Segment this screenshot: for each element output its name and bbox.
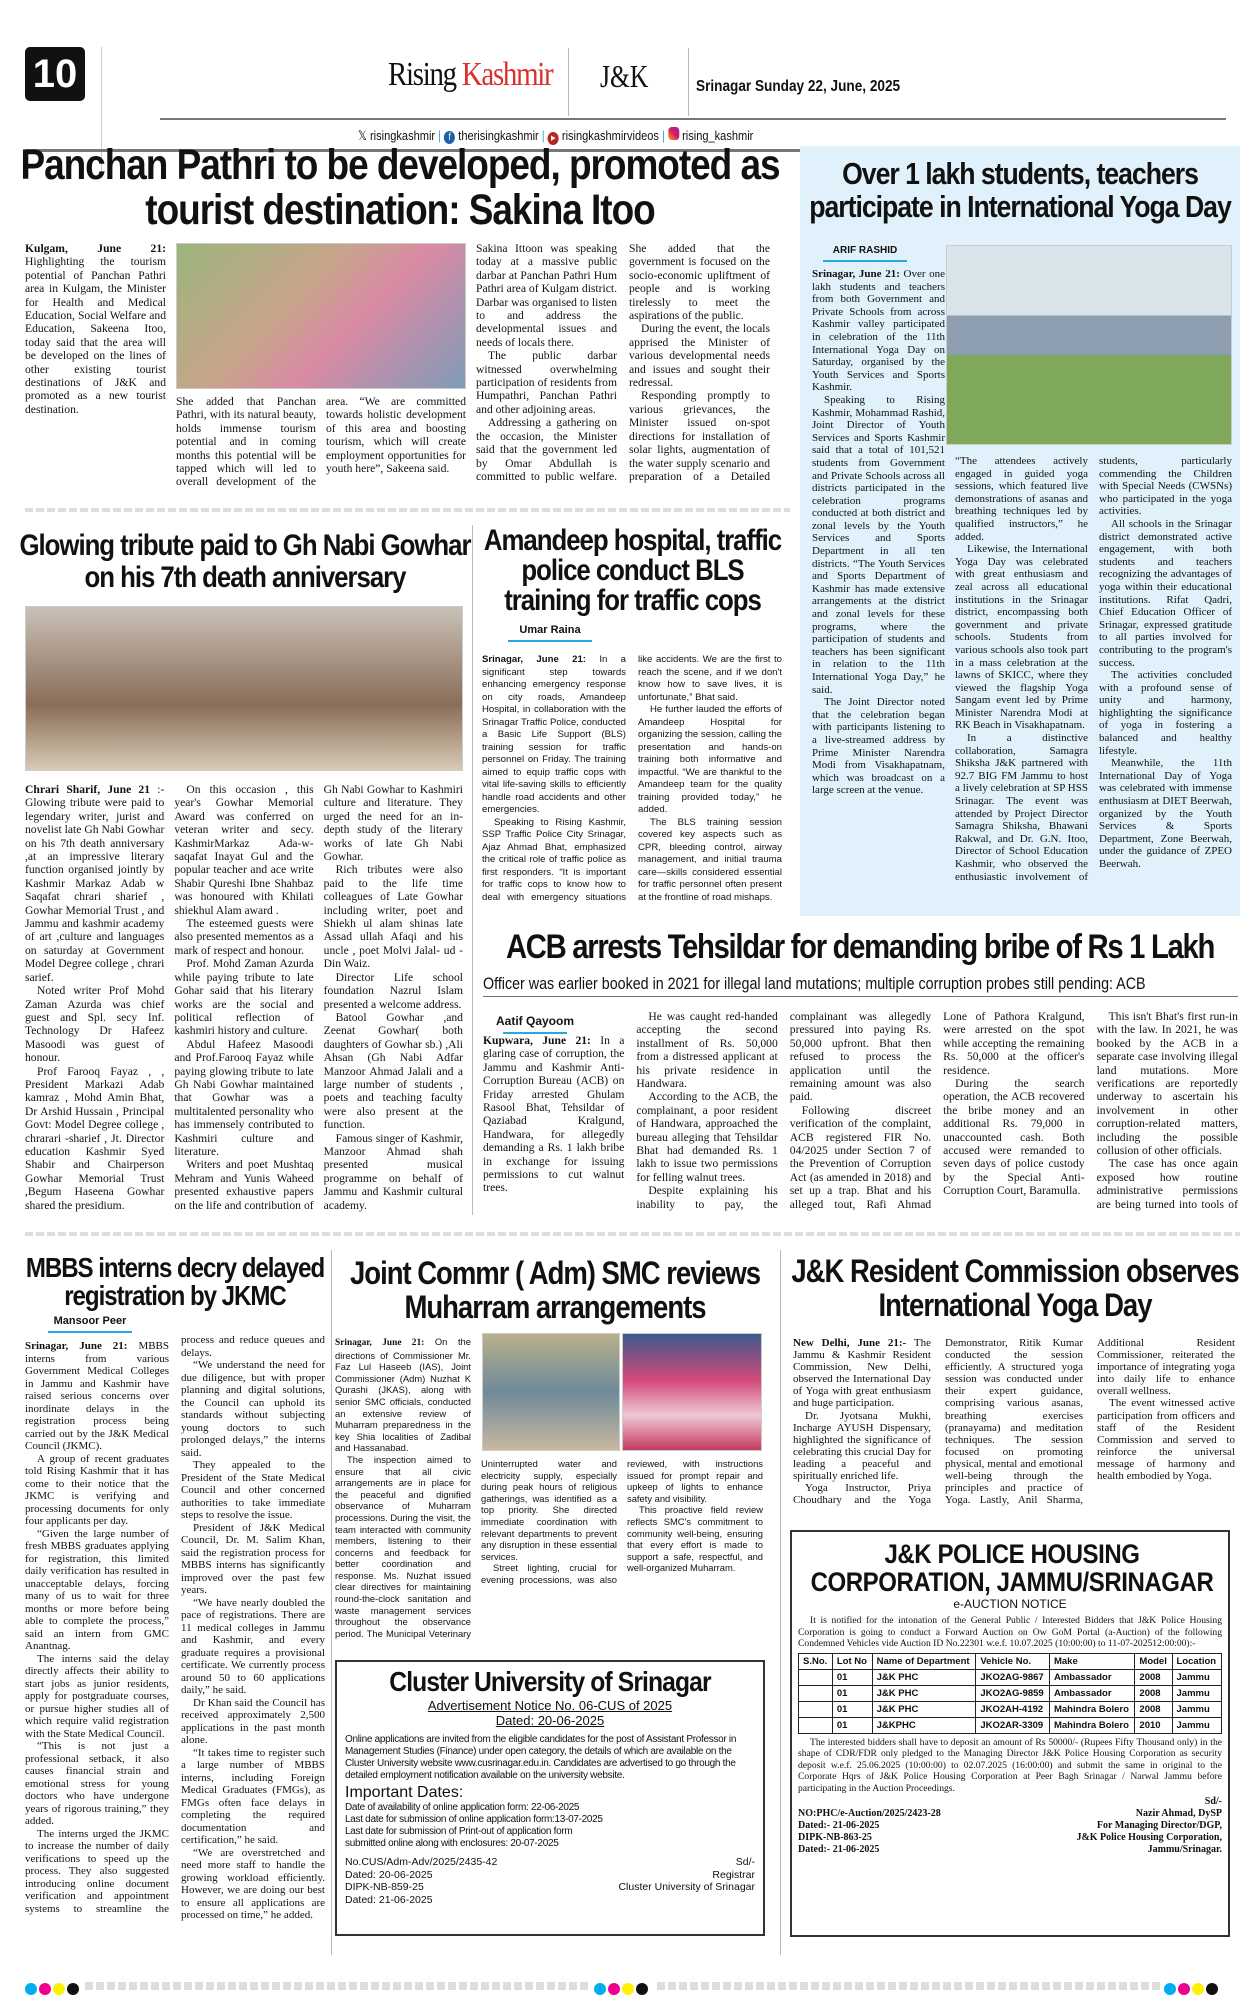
table-row (799, 1669, 1222, 1685)
story-body-amandeep: Srinagar, June 21: In a significant step towards enhancing emergency response on city roads, Amandeep Hospital, in collaboration with the Srinagar Traffic Police, conducted a Basic Life Support (BLS) training session for traffic personnel on Friday. The training aimed to equip traffic cops with vital life-saving skills to efficiently handle road accidents and other emergencies. Speaking to Rising Kashmir, SSP Traffic Police City Srinagar, Ajaz Ahmad Bhat, emphasized the critical role of traffic police as first responders. “It is important for traffic cops to know how to deal with emergency situations like accidents. We are the first to reach the scene, and if we don't know how to save lives, it is unfortunate,” Bhat said. He further lauded the efforts of Amandeep Hospital for organizing the session, calling the presentation and hands-on training both informative and impactful. “We are thankful to the Amandeep team for the quality training provided today,” he added. The BLS training session covered key aspects such as CPR, bleeding control, airway management, and initial trauma care—skills considered essential for traffic personnel often present at the frontline of road mishaps. (482, 654, 782, 903)
photo-smc-review (482, 1333, 620, 1451)
table-cell (799, 1669, 833, 1685)
column-divider (331, 1250, 332, 1955)
auction-vehicle-table (798, 1653, 1222, 1734)
headline-mbbs: MBBS interns decry delayed registration by JKMC (25, 1252, 325, 1311)
ad-title: J&K POLICE HOUSING CORPORATION, JAMMU/SRINAGAR (810, 1539, 1214, 1597)
table-header: Lot No (832, 1653, 872, 1669)
table-cell: JKO2AG-9859 (976, 1685, 1050, 1701)
table-cell: JKO2AG-9867 (976, 1669, 1050, 1685)
ad-subtitle: e-AUCTION NOTICE (953, 1597, 1067, 1611)
social-links: 𝕏 risingkashmir | f therisingkashmir | ▶ risingkashmirvideos | rising_kashmir (358, 128, 754, 143)
table-cell: Jammu (1172, 1701, 1222, 1717)
facebook-icon: f (444, 131, 455, 144)
subhead-rule (483, 996, 1238, 997)
section-name: J&K (600, 58, 649, 94)
masthead-logo: Rising Kashmir (388, 56, 553, 93)
headline-gowhar: Glowing tribute paid to Gh Nabi Gowhar on his 7th death anniversary (19, 529, 471, 594)
story-body-panchan-col1: Kulgam, June 21: Highlighting the tourism potential of Panchan Pathri area in Kulgam, the Minister for Health and Medical Education, Social Welfare and Education, Sakeena Itoo, today said that the area will be developed on the lines of other existing tourist destinations of J&K and promoted as a new tourist destination. (25, 242, 166, 416)
table-cell: 01 (832, 1685, 872, 1701)
story-body-yoga-col1: Srinagar, June 21: Over one lakh students and teachers from both Government and Private Schools from across Kashmir valley participated in celebration of the 11th International Yoga Day on Saturday, organised by the Youth Services and Sports Kashmir. Speaking to Rising Kashmir, Mohammad Rashid, Joint Director of Youth Services and Sports Kashmir said that a total of 101,521 students from Government and Private Schools across all districts participated in the celebration programs conducted at both district and zonal levels by the Youth Services and Sports Department in all ten districts. “The Youth Services and Sports Department of Kashmir has made extensive arrangements at the district and zonal levels for these programs, where the participation of students and teachers has been significant in relation to the 11th International Yoga Day,” he said. The Joint Director noted that the celebration began with participants listening to a live-streamed address by Prime Minister Narendra Modi from Visakhapatnam, which was broadcast on a large screen at the venue. (812, 268, 945, 797)
photo-panchan-darbar (176, 243, 466, 389)
photo-muharram-shrine (622, 1333, 762, 1451)
story-body-resident: New Delhi, June 21:- The Jammu & Kashmir Resident Commission, New Delhi, observed the International Day of Yoga with great enthusiasm and huge participation. Dr. Jyotsana Mukhi, Incharge AYUSH Dispensary, highlighted the significance of celebrating this crucial Day for leading a peaceful and spiritually enriched life. Yoga Instructor, Priya Choudhary and the Yoga Demonstrator, Ritik Kumar conducted the session efficiently. A structured yoga session was conducted under their expert guidance, comprising various asanas, breathing exercises (pranayama) and meditation techniques. The session focused on promoting physical, mental and emotional well-being through the principles and practice of Yoga. Lastly, Anil Sharma, Additional Resident Commissioner, reiterated the importance of integrating yoga into daily life to enhance overall wellness. The event witnessed active participation from officers and staff of the Resident Commission and served to reinforce the universal message of harmony and health embodied by Yoga. (793, 1337, 1235, 1507)
masthead-rule (160, 118, 1226, 120)
table-cell: J&K PHC (872, 1701, 976, 1717)
table-cell: JKO2AH-4192 (976, 1701, 1050, 1717)
youtube-icon: ▶ (548, 132, 559, 145)
ad-terms: The interested bidders shall have to deposit an amount of Rs 50000/- (Rupees Fifty Thousand only) in the shape of CDR/FDR only pledged to the Managing Director J&K Police Housing Corporation as security deposit w.e.f. 25.06.2025 (10:00:00) to 02.07.2025 (16:00:00) and submit the same in original to the Corporate Hqrs of J&K Police Housing Corporation at Peer Bagh Srinagar / Narwal Jammu before participating in the Auction Proceedings. (798, 1736, 1222, 1794)
story-body-yoga-cont: “The attendees actively engaged in guided yoga sessions, which featured live demonstrations of asanas and breathing techniques led by qualified instructors,” he added. Likewise, the International Yoga Day was celebrated with great enthusiasm and zeal across all educational institutions in the Srinagar district, encompassing both government and private schools. Students from various schools also took part in a mass celebration at the lawns of SKICC, where they viewed the flagship Yoga Sangam event led by Prime Minister Narendra Modi at RK Beach in Visakhapatnam. In a distinctive collaboration, Samagra Shiksha J&K partnered with 92.7 BIG FM Jammu to host a lively celebration at SP HSS Srinagar. The event was attended by Project Director Samagra Shiksha, Bhawani Rakwal, and Dr. G.N. Itoo, Director of School Education Kashmir, who observed the enthusiastic involvement of students, particularly commending the Children with Special Needs (CWSNs) who participated in the yoga activities. All schools in the Srinagar district demonstrated active engagement, with both students and teachers recognizing the advantages of yoga within their educational institutions. Rifat Qadri, Chief Education Officer of Srinagar, expressed gratitude to all parties involved for contributing to the program's success. The activities concluded with a profound sense of unity and harmony, highlighting the significance of yoga in fostering a balanced and healthy lifestyle. Meanwhile, the 11th International Day of Yoga was celebrated with immense enthusiasm at DIET Beerwah, organized by the Youth Services & Sports Department, Zone Beerwah, under the guidance of ZPEO Beerwah. (955, 455, 1232, 883)
table-cell: JKO2AR-3309 (976, 1717, 1050, 1733)
color-registration-marks (25, 1980, 85, 1999)
ad-date-line: submitted online along with enclosures: 20-07-2025 (345, 1838, 559, 1849)
ad-body: Online applications are invited from the eligible candidates for the post of Assistant Professor in Management Studies (Finance) under open category, the details of which are available on the Cluster University website www.cusrinagar.edu.in. Candidates are advertised to go through the detailed employment notification available on the university website. (345, 1734, 737, 1781)
photo-yoga-students (946, 245, 1232, 445)
color-registration-marks (1160, 1980, 1220, 1999)
ad-dates-title: Important Dates: (345, 1784, 464, 1801)
page-number: 10 (25, 47, 85, 101)
story-body-gowhar: Chrari Sharif, June 21 :- Glowing tribute were paid to legendary writer, jurist and novelist late Gh Nabi Gowhar on his 7th death anniversary ,at an impressive literary function organised jointly by Kashmir Markaz Adab w Saqafat chrari sharief , Gowhar Memorial Trust , and Jammu and kashmir academy of art ,culture and languages on saturday at Government Model Degree college , chrari sarief. Noted writer Prof Mohd Zaman Azurda was chief guest and Spl. secy Inf. Technology Dr Hafeez Masoodi was guest of honour. Prof Farooq Fayaz , , President Markazi Adab kamraz , Mohd Amin Bhat, Dr Arshid Hussain , Principal Govt: Model Degree college , chrarari -sharief , Jt. Director education Kashmir Syed Shabir and Chairperson Gowhar Memorial Trust ,Begum Haseena Gowhar shared the presidium. On this occasion , this year's Gowhar Memorial Award was conferred on veteran writer and secy. KashmirMarkaz Ada-w-saqafat Inayat Gul and the popular teacher and ace write Shabir Qureshi Ibne Shahbaz was honoured with Khilati shiekhul Alam award . The esteemed guests were also presented mementos as a mark of respect and honour. Prof. Mohd Zaman Azurda while paying tribute to late Gohar said that his literary works are the social and political reflection of kashmiri history and culture. Abdul Hafeez Masoodi and Prof.Farooq Fayaz while paying glowing tribute to late Gh Nabi Gowhar maintained that Gowhar was a multitalented personality who has immensely contributed to Kashmiri culture and literature. Writers and poet Mushtaq Mehram and Yunis Waheed presented exhaustive papers on the life and contribution of Gh Nabi Gowhar to Kashmiri culture and literature. They urged the need for an in-depth study of the literary works of late Gh Nabi Gowhar. Rich tributes were also paid to the life time colleagues of Late Gowhar including writer, poet and Shiekh ul alam shinas late Assad ullah Afaqi and his uncle , poet Molvi Jalal- ud - Din Waiz. Director Life school foundation Nazrul Islam presented a welcome address. Batool Gowhar ,and Zeenat Gowhar( both daughters of Gowhar sb.) ,Ali Ahsan (Gh Nabi Adfar Manzoor Ahmad Jalali and a large number of students , poets and teaching faculty were also present at the function. Famous singer of Kashmir, Manzoor Ahmad shah presented musical programme on behalf of Jammu and Kashmir cultural academy. (25, 783, 463, 1212)
instagram-icon (668, 127, 679, 140)
story-body-panchan-under-photo: She added that Panchan Pathri, with its natural beauty, holds immense tourism potential and in coming months this potential will be tapped which will led to overall development of the area. “We are committed towards holistic development of this area and boosting tourism, which will create employment opportunities for youth here”, Sakeena said. (176, 395, 466, 489)
headline-yoga: Over 1 lakh students, teachers participate in International Yoga Day (809, 156, 1231, 224)
section-divider (688, 48, 689, 116)
table-cell: J&K PHC (872, 1669, 976, 1685)
table-cell: Jammu (1172, 1685, 1222, 1701)
ad-date-line: Last date for submission of Print-out of application form (345, 1826, 573, 1837)
social-handle-youtube[interactable]: risingkashmirvideos (561, 128, 659, 143)
table-header: Make (1049, 1653, 1134, 1669)
table-cell: Ambassador (1049, 1685, 1134, 1701)
color-registration-marks (590, 1980, 654, 1999)
table-row (799, 1685, 1222, 1701)
headline-acb: ACB arrests Tehsildar for demanding bribe of Rs 1 Lakh (505, 928, 1215, 966)
ad-date-line: Date of availability of online application form: 22-06-2025 (345, 1802, 580, 1813)
social-handle-instagram[interactable]: rising_kashmir (682, 128, 754, 143)
table-cell: Ambassador (1049, 1669, 1134, 1685)
table-cell: 2008 (1135, 1701, 1172, 1717)
ad-police-housing (790, 1530, 1230, 1937)
table-header: Vehicle No. (976, 1653, 1050, 1669)
table-cell: Mahindra Bolero (1049, 1701, 1134, 1717)
table-header: S.No. (799, 1653, 833, 1669)
headline-resident-commission: J&K Resident Commission observes International Yoga Day (791, 1253, 1239, 1323)
ad-cluster-university (335, 1660, 765, 1936)
story-body-panchan-cont: Sakina Ittoon was speaking today at a massive public darbar at Panchan Pathri Hum Pathri area of Kulgam district. Darbar was organised to listen to and address the developmental issues and needs of locals there. The public darbar witnessed overwhelming participation of residents from Humpathri, Panchan Pathri and other adjoining areas. Addressing a gathering on the occasion, the Minister said that the government led by Omar Abdullah is committed to public welfare. She added that the government is focused on the socio-economic upliftment of people and is working tirelessly to meet the aspirations of the public. During the event, the locals apprised the Minister of various developmental needs and issues and sought their redressal. Responding promptly to various grievances, the Minister issued on-spot directions for installation of solar lights, augmentation of the water supply scenario and preparation of a Detailed (476, 242, 770, 483)
section-divider (25, 508, 790, 512)
table-cell: Mahindra Bolero (1049, 1717, 1134, 1733)
table-cell (799, 1685, 833, 1701)
social-handle-facebook[interactable]: therisingkashmir (458, 128, 539, 143)
byline-amandeep: Umar Raina (500, 624, 600, 642)
ad-notice-number: Advertisement Notice No. 06-CUS of 2025 (427, 1698, 673, 1713)
ad-signatory: Sd/- Nazir Ahmad, DySP For Managing Director/DGP, J&K Police Housing Corporation, Jammu/Srinagar. (1076, 1796, 1222, 1855)
table-cell: 2008 (1135, 1685, 1172, 1701)
section-divider (568, 48, 569, 116)
ad-signatory: Sd/- Registrar Cluster University of Srinagar (618, 1856, 755, 1893)
byline-mbbs: Mansoor Peer (40, 1315, 140, 1333)
photo-gowhar-function (25, 606, 463, 771)
byline-yoga: ARIF RASHID (815, 245, 915, 262)
table-cell: J&KPHC (872, 1717, 976, 1733)
table-cell (799, 1717, 833, 1733)
table-cell: Jammu (1172, 1669, 1222, 1685)
story-body-acb: Kupwara, June 21: In a glaring case of corruption, the Jammu and Kashmir Anti-Corruption Bureau (ACB) on Friday arrested Ghulam Rasool Bhat, Tehsildar of Qaziabad Kralgund, Handwara, for allegedly demanding a Rs. 1 lakh bribe in exchange for issuing permissions to cut walnut trees. He was caught red-handed accepting the second installment of Rs. 50,000 from a distressed applicant at his private residence in Handwara. According to the ACB, the complainant, a poor resident of Handwara, approached the bureau alleging that Tehsildar Bhat had demanded Rs. 1 lakh to issue two permissions for felling walnut trees. Despite explaining his inability to pay, the complainant was allegedly pressured into paying Rs. 50,000 upfront. Bhat then refused to process the application until the remaining amount was also paid. Following discreet verification of the complaint, ACB registered FIR No. 04/2025 under Section 7 of the Prevention of Corruption Act (as amended in 2018) and set up a trap. Bhat and his alleged tout, Rafi Ahmad Lone of Pathora Kralgund, were arrested on the spot while accepting the remaining Rs. 50,000 at the officer's residence. During the search operation, the ACB recovered the bribe money and an additional Rs. 79,000 in unaccounted cash. Both accused were remanded to seven days of police custody by the Special Anti-Corruption Court, Baramulla. This isn't Bhat's first run-in with the law. In 2021, he was booked by the ACB in a separate case involving illegal land mutations. More verifications are reportedly underway to ascertain his involvement in other corruption-related matters, including the possible collusion of other officials. The case has once again exposed how routine administrative permissions are being turned into tools of (483, 1010, 1238, 1211)
ad-reference: No.CUS/Adm-Adv/2025/2435-42 Dated: 20-06-2025 DIPK-NB-859-25 Dated: 21-06-2025 (345, 1856, 498, 1906)
headline-panchan: Panchan Pathri to be developed, promoted as tourist destination: Sakina Itoo (20, 141, 780, 235)
table-header: Location (1172, 1653, 1222, 1669)
story-body-smc-cont: Uninterrupted water and electricity supply, especially during peak hours of religious gatherings, was identified as a top priority. She directed immediate coordination with relevant departments to prevent any disruption in these essential services. Street lighting, crucial for evening processions, was also reviewed, with instructions issued for prompt repair and upkeep of lights to enhance safety and visibility. This proactive field review reflects SMC's commitment to community well-being, ensuring that every effort is made to support a safe, respectful, and well-organized Muharram. (481, 1458, 763, 1585)
table-row (799, 1717, 1222, 1733)
column-divider (780, 1250, 781, 1955)
table-cell: 01 (832, 1669, 872, 1685)
table-cell (799, 1701, 833, 1717)
headline-amandeep: Amandeep hospital, traffic police conduct BLS training for traffic cops (483, 524, 782, 617)
subhead-acb: Officer was earlier booked in 2021 for illegal land mutations; multiple corruption probes still pending: ACB (483, 974, 1146, 993)
ad-dated: Dated: 20-06-2025 (495, 1713, 605, 1728)
table-cell: 2008 (1135, 1669, 1172, 1685)
x-icon: 𝕏 (358, 128, 367, 143)
table-header: Name of Department (872, 1653, 976, 1669)
byline-acb: Aatif Qayoom (495, 1014, 575, 1034)
table-cell: 01 (832, 1717, 872, 1733)
dateline: Srinagar Sunday 22, June, 2025 (696, 78, 901, 95)
social-handle-x[interactable]: risingkashmir (369, 128, 436, 143)
headline-smc: Joint Commr ( Adm) SMC reviews Muharram arrangements (350, 1255, 760, 1325)
column-divider (472, 525, 473, 1215)
story-body-mbbs: Srinagar, June 21: MBBS interns from various Government Medical Colleges in Jammu and Kashmir have raised serious concerns over inordinate delays in the registration process being carried out by the J&K Medical Council (JKMC). A group of recent graduates told Rising Kashmir that it has come to their notice that the JKMC is verifying and processing documents for only four applicants per day. “Given the large number of fresh MBBS graduates applying for registration, this limited daily verification has resulted in unacceptable delays, forcing many of us to wait for three months or more before being able to complete the process,” said an intern from GMC Anantnag. The interns said the delay directly affects their ability to start jobs as junior residents, apply for postgraduate courses, or pursue higher studies all of which require valid registration with the State Medical Council. “This is not just a professional setback, it also causes financial strain and emotional stress for young doctors who have undergone years of rigorous training,” they added. The interns urged the JKMC to increase the number of daily verifications to speed up the process. They also suggested introducing online document verification and appointment systems to streamline the process and reduce queues and delays. “We understand the need for due diligence, but with proper planning and digital solutions, the Council can uphold its standards without subjecting young doctors to such prolonged delays,” the interns said. They appealed to the President of the State Medical Council and other concerned authorities to take immediate steps to resolve the issue. President of J&K Medical Council, Dr. M. Salim Khan, said the registration process for MBBS interns has significantly improved over the past few years. “We have nearly doubled the pace of registrations. There are 11 medical colleges in Jammu and Kashmir, and every graduate requires a provisional certificate. We currently process around 50 to 60 applications daily,” he said. Dr Khan said the Council has received approximately 2,500 applications in the past month alone. “It takes time to register such a large number of MBBS interns, including Foreign Medical Graduates (FMGs), as FMGs often face delays in completing the required documentation and certification,” he said. “We are overstretched and need more staff to handle the growing workload efficiently. However, we are doing our best to ensure all applications are processed on time,” he added. (25, 1334, 325, 1921)
ad-title: Cluster University of Srinagar (389, 1666, 711, 1697)
ad-intro: It is notified for the intonation of the General Public / Interested Bidders that J&K Police Housing Corporation is going to conduct a Forward Auction on Ow GoM Portal (a-Auction) of the following Condemned Vehicles vide Auction ID No.22301 w.e.f. 10.07.2025 (10:00:00) to 11-07-202512:00:00):- (798, 1615, 1222, 1649)
table-header: Model (1135, 1653, 1172, 1669)
table-row (799, 1701, 1222, 1717)
table-cell: 01 (832, 1701, 872, 1717)
story-body-smc-col1: Srinagar, June 21: On the directions of Commissioner Mr. Faz Lul Haseeb (IAS), Joint Commissioner (Adm) Nuzhat K Qurashi (JKAS), along with senior SMC officials, conducted an extensive review of Muharram preparedness in the key Shia localities of Zadibal and Hassanabad. The inspection aimed to ensure that all civic arrangements are in place for the peaceful and dignified observance of Muharram processions. During the visit, the team interacted with community members, listening to their concerns and feedback for better coordination and response. Ms. Nuzhat issued clear directives for maintaining round-the-clock sanitation and waste management services throughout the observance period. The Municipal Veterinary (335, 1336, 471, 1639)
table-cell: 2010 (1135, 1717, 1172, 1733)
ad-reference: NO:PHC/e-Auction/2025/2423-28 Dated:- 21-06-2025 DIPK-NB-863-25 Dated:- 21-06-2025 (798, 1808, 941, 1855)
table-cell: Jammu (1172, 1717, 1222, 1733)
section-divider (25, 1232, 1240, 1236)
table-cell: J&K PHC (872, 1685, 976, 1701)
ad-date-line: Last date for submission of online application form:13-07-2025 (345, 1814, 603, 1825)
